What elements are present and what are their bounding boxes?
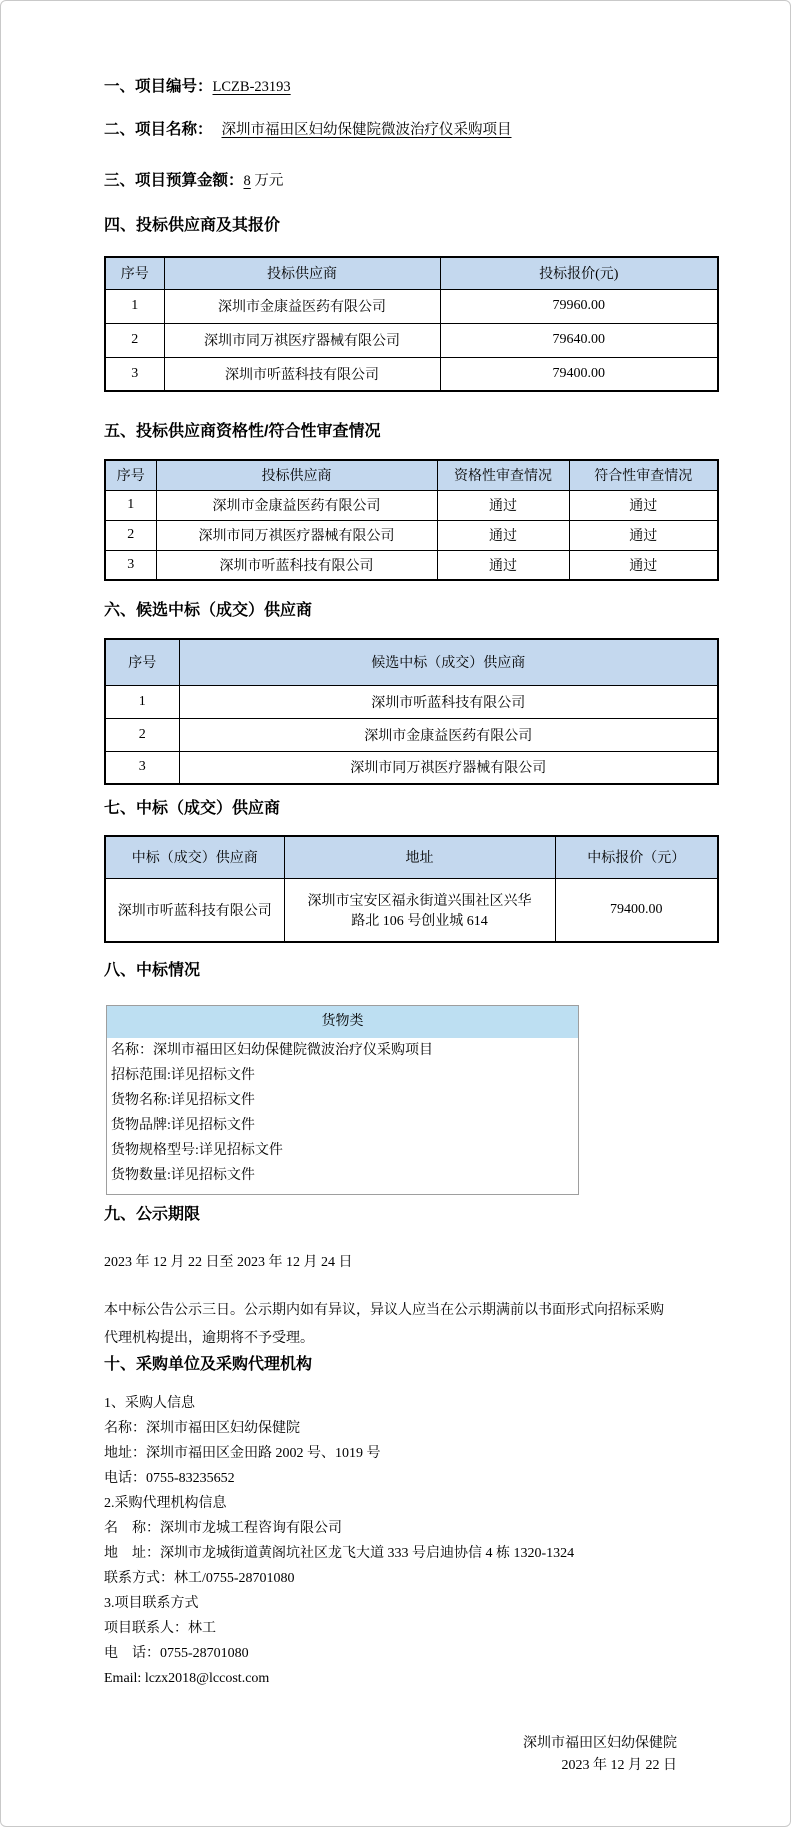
- project-name-value: 深圳市福田区妇幼保健院微波治疗仪采购项目: [221, 122, 512, 138]
- table-row: [105, 751, 718, 784]
- project-number-value: LCZB-23193: [212, 79, 291, 95]
- contact-line: 3.项目联系方式: [104, 1596, 199, 1611]
- award-line-quantity: 货物数量:详见招标文件: [111, 1168, 255, 1183]
- table-row: [105, 323, 718, 357]
- cell-qualification: 通过: [437, 520, 569, 550]
- column-header: 中标报价（元）: [555, 836, 718, 878]
- award-details-box: [106, 1005, 579, 1195]
- section-title-contacts: 十、采购单位及采购代理机构: [104, 1356, 313, 1373]
- column-header: 地址: [284, 836, 555, 878]
- cell-index: 1: [105, 490, 156, 520]
- contact-line: 电 话：0755-28701080: [104, 1646, 249, 1661]
- contact-line: 电话：0755-83235652: [104, 1471, 235, 1486]
- award-category-header: 货物类: [107, 1006, 578, 1038]
- cell-price: 79400.00: [555, 878, 718, 942]
- table-header-row: [105, 460, 718, 490]
- cell-index: 1: [105, 289, 164, 323]
- cell-supplier: 深圳市金康益医药有限公司: [156, 490, 437, 520]
- document-footer: [104, 1733, 717, 1777]
- column-header: 中标（成交）供应商: [105, 836, 284, 878]
- section-title-award: 八、中标情况: [104, 962, 201, 979]
- project-budget-value: 8: [243, 173, 251, 189]
- project-budget-unit: 万元: [250, 173, 284, 189]
- table-header-row: [105, 639, 718, 685]
- column-header: 候选中标（成交）供应商: [179, 639, 718, 685]
- cell-supplier: 深圳市听蓝科技有限公司: [156, 550, 437, 580]
- award-line-brand: 货物品牌:详见招标文件: [111, 1118, 255, 1133]
- cell-index: 3: [105, 751, 179, 784]
- cell-supplier: 深圳市听蓝科技有限公司: [164, 357, 440, 391]
- qualification-review-table: [104, 459, 719, 581]
- table-row: [105, 878, 718, 942]
- contact-line: 名称：深圳市福田区妇幼保健院: [104, 1421, 300, 1436]
- cell-conformity: 通过: [569, 520, 718, 550]
- cell-index: 2: [105, 520, 156, 550]
- cell-price: 79400.00: [440, 357, 718, 391]
- table-row: [105, 685, 718, 718]
- section-title-review: 五、投标供应商资格性/符合性审查情况: [104, 423, 381, 440]
- column-header: 投标供应商: [164, 257, 440, 289]
- cell-supplier: 深圳市听蓝科技有限公司: [105, 878, 284, 942]
- contact-line: 地 址：深圳市龙城街道黄阁坑社区龙飞大道 333 号启迪协信 4 栋 1320-1324: [104, 1546, 575, 1561]
- cell-price: 79640.00: [440, 323, 718, 357]
- column-header: 投标报价(元): [440, 257, 718, 289]
- table-header-row: [105, 257, 718, 289]
- publicity-note: 本中标公告公示三日。公示期内如有异议，异议人应当在公示期满前以书面形式向招标采购代理机构提出，逾期将不予受理。: [104, 1303, 664, 1346]
- cell-qualification: 通过: [437, 490, 569, 520]
- project-budget-label: 三、项目预算金额：: [104, 172, 244, 189]
- footer-organization: 深圳市福田区妇幼保健院: [523, 1736, 677, 1751]
- contact-line: 地址：深圳市福田区金田路 2002 号、1019 号: [104, 1446, 381, 1461]
- table-row: [105, 520, 718, 550]
- column-header: 序号: [105, 639, 179, 685]
- column-header: 符合性审查情况: [569, 460, 718, 490]
- cell-conformity: 通过: [569, 550, 718, 580]
- column-header: 序号: [105, 460, 156, 490]
- cell-index: 2: [105, 323, 164, 357]
- footer-date: 2023 年 12 月 22 日: [561, 1758, 677, 1773]
- contact-line: 2.采购代理机构信息: [104, 1496, 227, 1511]
- project-number-label: 一、项目编号：: [104, 78, 213, 95]
- table-header-row: [105, 836, 718, 878]
- table-row: [105, 550, 718, 580]
- winning-supplier-table: [104, 835, 719, 943]
- award-line-model: 货物规格型号:详见招标文件: [111, 1143, 283, 1158]
- section-title-bids: 四、投标供应商及其报价: [104, 217, 281, 234]
- project-name-label: 二、项目名称：: [104, 121, 213, 138]
- cell-index: 3: [105, 357, 164, 391]
- table-row: [105, 490, 718, 520]
- award-line-name: 名称：深圳市福田区妇幼保健院微波治疗仪采购项目: [111, 1043, 433, 1058]
- contact-line: 1、采购人信息: [104, 1396, 195, 1411]
- cell-supplier: 深圳市金康益医药有限公司: [164, 289, 440, 323]
- column-header: 投标供应商: [156, 460, 437, 490]
- award-line-goods-name: 货物名称:详见招标文件: [111, 1093, 255, 1108]
- section-title-publicity: 九、公示期限: [104, 1206, 201, 1223]
- contact-line: 联系方式：林工/0755-28701080: [104, 1571, 295, 1586]
- cell-supplier: 深圳市同万祺医疗器械有限公司: [156, 520, 437, 550]
- candidate-suppliers-table: [104, 638, 719, 785]
- cell-supplier: 深圳市同万祺医疗器械有限公司: [179, 751, 718, 784]
- table-row: [105, 357, 718, 391]
- contact-email-line: Email: lczx2018@lccost.com: [104, 1671, 270, 1686]
- project-name-line: [104, 120, 717, 141]
- cell-address: 深圳市宝安区福永街道兴围社区兴华路北 106 号创业城 614: [284, 878, 555, 942]
- table-row: [105, 289, 718, 323]
- cell-index: 2: [105, 718, 179, 751]
- project-number-line: [104, 77, 717, 98]
- cell-supplier: 深圳市听蓝科技有限公司: [179, 685, 718, 718]
- table-row: [105, 718, 718, 751]
- section-title-candidates: 六、候选中标（成交）供应商: [104, 602, 313, 619]
- bid-price-table: [104, 256, 719, 392]
- cell-conformity: 通过: [569, 490, 718, 520]
- contacts-block: [104, 1391, 717, 1691]
- cell-index: 3: [105, 550, 156, 580]
- project-budget-line: [104, 171, 717, 192]
- column-header: 资格性审查情况: [437, 460, 569, 490]
- contact-line: 项目联系人：林工: [104, 1621, 216, 1636]
- column-header: 序号: [105, 257, 164, 289]
- cell-qualification: 通过: [437, 550, 569, 580]
- cell-index: 1: [105, 685, 179, 718]
- cell-supplier: 深圳市金康益医药有限公司: [179, 718, 718, 751]
- cell-price: 79960.00: [440, 289, 718, 323]
- publicity-period: 2023 年 12 月 22 日至 2023 年 12 月 24 日: [104, 1255, 353, 1270]
- contact-line: 名 称：深圳市龙城工程咨询有限公司: [104, 1521, 342, 1536]
- section-title-winner: 七、中标（成交）供应商: [104, 800, 281, 817]
- cell-supplier: 深圳市同万祺医疗器械有限公司: [164, 323, 440, 357]
- award-line-scope: 招标范围:详见招标文件: [111, 1068, 255, 1083]
